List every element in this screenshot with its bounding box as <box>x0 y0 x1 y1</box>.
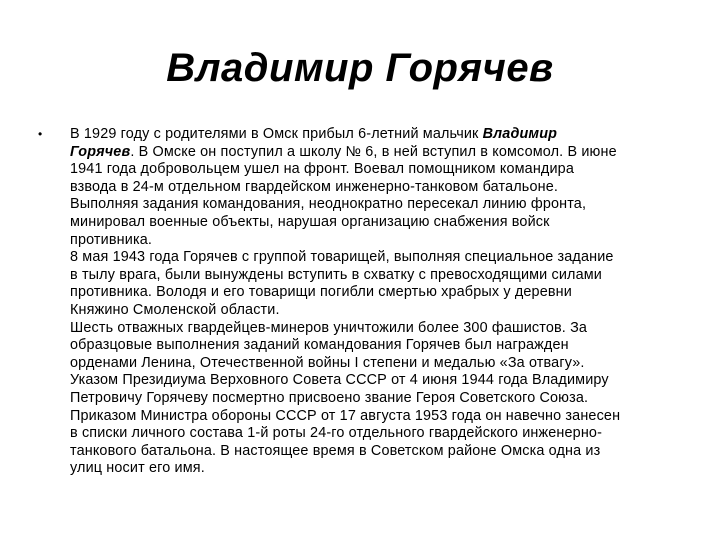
bullet-marker: • <box>38 127 43 141</box>
text-line: 1941 года добровольцем ушел на фронт. Воевал помощником командира <box>70 161 574 178</box>
slide-title: Владимир Горячев <box>166 46 554 90</box>
text-line: Шесть отважных гвардейцев-минеров уничтожили более 300 фашистов. За <box>70 319 588 336</box>
text-line: Выполняя задания командования, неоднократно пересекал линию фронта, <box>70 196 587 213</box>
text-line: 8 мая 1943 года Горячев с группой товарищей, выполняя специальное задание <box>70 249 614 266</box>
text-line: образцовые выполнения заданий командования Горячев был награжден <box>70 337 569 354</box>
text-line: улиц носит его имя. <box>70 460 205 477</box>
text-line: в списки личного состава 1-й роты 24-го отдельного гвардейского инженерно- <box>70 425 603 442</box>
text-line: минировал военные объекты, нарушая организацию снабжения войск <box>70 213 550 230</box>
text-line: противника. <box>70 231 153 248</box>
text-line: противника. Володя и его товарищи погибли смертью храбрых у деревни <box>70 284 572 301</box>
text-line: Указом Президиума Верховного Совета СССР от 4 июня 1944 года Владимиру <box>70 372 609 389</box>
text-line: В 1929 году с родителями в Омск прибыл 6-летний мальчик Владимир <box>70 126 558 142</box>
text-line: Петровичу Горячеву посмертно присвоено звание Героя Советского Союза. <box>70 389 589 406</box>
text-line: орденами Ленина, Отечественной войны I степени и медалью «За отвагу». <box>70 354 585 371</box>
text-line: Княжино Смоленской области. <box>70 301 280 318</box>
text-line: в тылу врага, были вынуждены вступить в схватку с превосходящими силами <box>70 266 602 283</box>
text-line: взвода в 24-м отдельном гвардейском инженерно-танковом батальоне. <box>70 178 558 195</box>
text-line: Горячев. В Омске он поступил а школу № 6, в ней вступил в комсомол. В июне <box>70 143 617 160</box>
biography-paragraph <box>70 126 682 478</box>
text-line: Приказом Министра обороны СССР от 17 августа 1953 года он навечно занесен <box>70 407 621 424</box>
text-line: танкового батальона. В настоящее время в Советском районе Омска одна из <box>70 442 601 459</box>
